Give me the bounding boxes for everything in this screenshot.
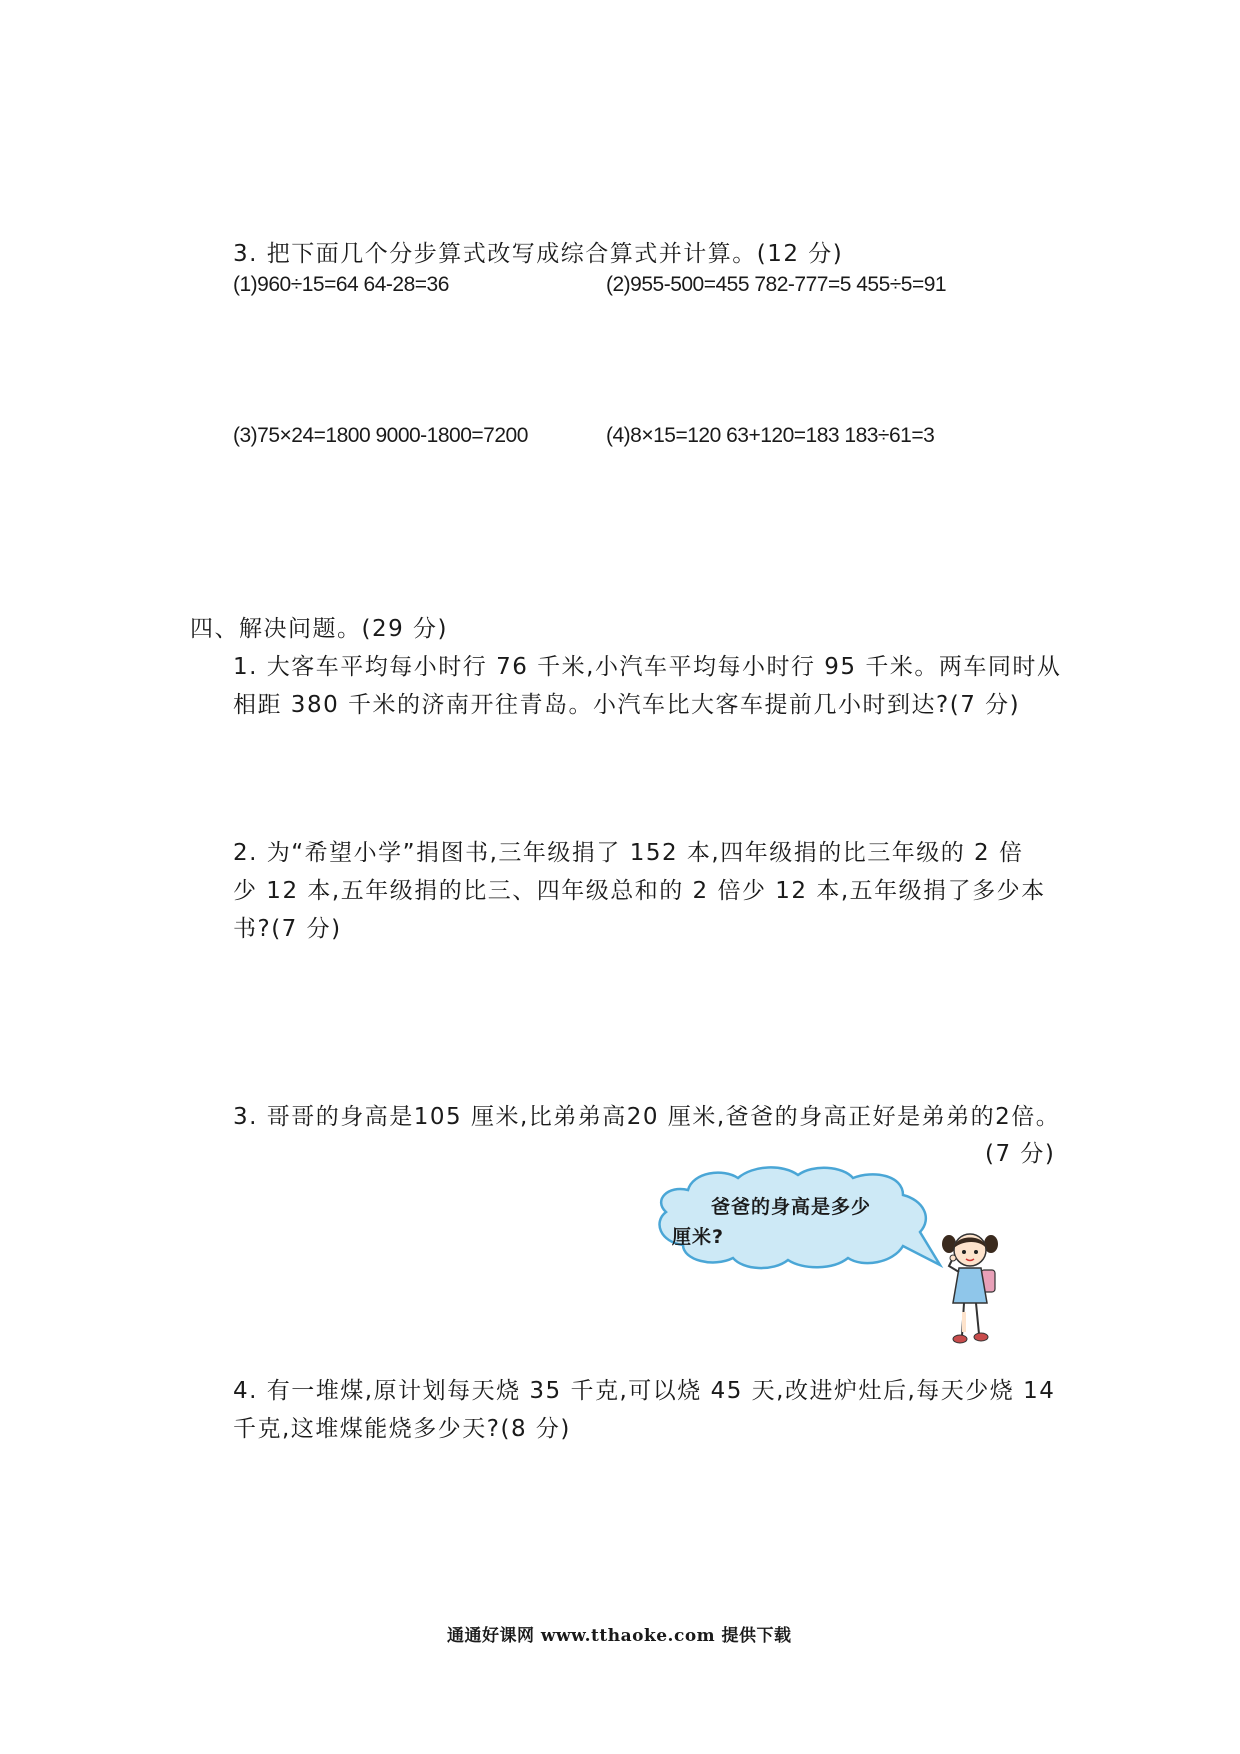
q1-line2: 相距 380 千米的济南开往青岛。小汽车比大客车提前几小时到达?(7 分) (233, 692, 1021, 718)
q4-line2: 千克,这堆煤能烧多少天?(8 分) (233, 1416, 571, 1442)
q2-line1: 2. 为“希望小学”捐图书,三年级捐了 152 本,四年级捐的比三年级的 2 倍 (233, 840, 1024, 866)
equation-item-2: (2)955-500=455 782-777=5 455÷5=91 (606, 273, 947, 296)
equation-item-3: (3)75×24=1800 9000-1800=7200 (233, 424, 528, 447)
q4-line1: 4. 有一堆煤,原计划每天烧 35 千克,可以烧 45 天,改进炉灶后,每天少烧 14 (233, 1378, 1056, 1404)
section4-heading: 四、解决问题。(29 分) (190, 616, 449, 642)
section3-heading: 3. 把下面几个分步算式改写成综合算式并计算。(12 分) (233, 241, 844, 267)
bubble-line2: 厘米? (672, 1226, 725, 1248)
q2-line2: 少 12 本,五年级捐的比三、四年级总和的 2 倍少 12 本,五年级捐了多少本 (233, 878, 1046, 904)
equation-item-1: (1)960÷15=64 64-28=36 (233, 273, 449, 296)
girl-illustration-icon (935, 1228, 1015, 1353)
q3-line1: 3. 哥哥的身高是105 厘米,比弟弟高20 厘米,爸爸的身高正好是弟弟的2倍。 (233, 1104, 1061, 1130)
footer-credit: 通通好课网 www.tthaoke.com 提供下载 (447, 1626, 792, 1646)
q1-line1: 1. 大客车平均每小时行 76 千米,小汽车平均每小时行 95 千米。两车同时从 (233, 654, 1062, 680)
q2-line3: 书?(7 分) (233, 916, 342, 942)
speech-bubble (648, 1160, 948, 1280)
q3-score: (7 分) (985, 1141, 1056, 1167)
bubble-line1: 爸爸的身高是多少 (711, 1196, 872, 1218)
equation-item-4: (4)8×15=120 63+120=183 183÷61=3 (606, 424, 935, 447)
